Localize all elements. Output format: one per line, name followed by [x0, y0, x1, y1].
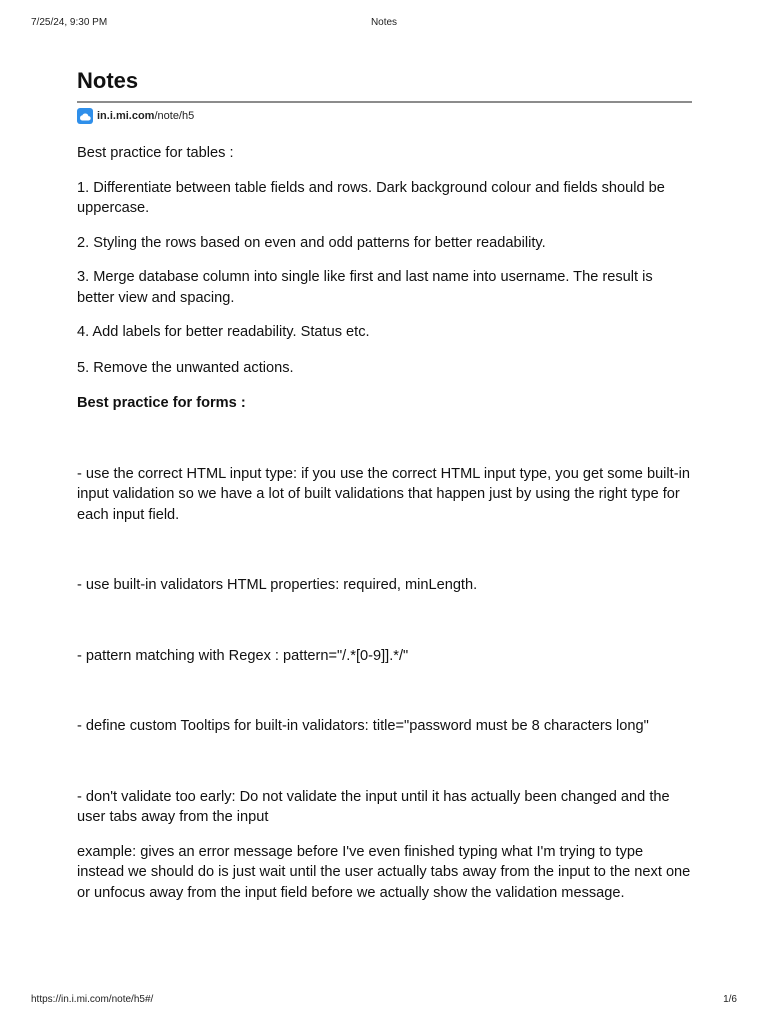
cloud-icon	[77, 108, 93, 124]
source-path: /note/h5	[154, 110, 195, 122]
page-title: Notes	[77, 68, 139, 93]
page-number: 1/6	[723, 994, 737, 1005]
forms-item: - use built-in validators HTML properties: required, minLength.	[77, 577, 478, 593]
tables-item: 5. Remove the unwanted actions.	[77, 359, 294, 376]
tables-item: 3. Merge database column into single like first and last name into username. The result is better view and spacing.	[77, 269, 653, 306]
forms-item: - define custom Tooltips for built-in validators: title="password must be 8 characters long"	[77, 718, 649, 734]
print-header	[31, 17, 737, 31]
tables-heading: Best practice for tables :	[77, 145, 234, 161]
forms-item: - use the correct HTML input type: if you use the correct HTML input type, you get some built-in input validation so we have a lot of built validations that happen just by using the right type for each input field.	[77, 465, 690, 523]
source-link[interactable]	[77, 108, 194, 124]
tables-item: 1. Differentiate between table fields and rows. Dark background colour and fields should be uppercase.	[77, 179, 665, 216]
title-divider	[77, 101, 692, 103]
print-title: Notes	[370, 17, 398, 28]
note-content	[77, 143, 693, 903]
tables-item: 4. Add labels for better readability. Status etc.	[77, 324, 370, 340]
print-footer	[31, 994, 737, 1008]
source-domain: in.i.mi.com	[97, 110, 155, 122]
print-url: https://in.i.mi.com/note/h5#/	[31, 994, 154, 1005]
forms-heading: Best practice for forms :	[77, 395, 246, 411]
forms-item: - pattern matching with Regex : pattern="/.*[0-9]].*/"	[77, 647, 409, 664]
tables-item: 2. Styling the rows based on even and odd patterns for better readability.	[77, 234, 546, 251]
example-paragraph: example: gives an error message before I've even finished typing what I'm trying to type instead we should do is just wait until the user actually tabs away from the input to the next one or unfocus away from the input field before we actually show the validation message.	[77, 843, 691, 901]
print-datetime: 7/25/24, 9:30 PM	[31, 17, 108, 28]
forms-item: - don't validate too early: Do not validate the input until it has actually been changed and the user tabs away from the input	[77, 788, 670, 825]
